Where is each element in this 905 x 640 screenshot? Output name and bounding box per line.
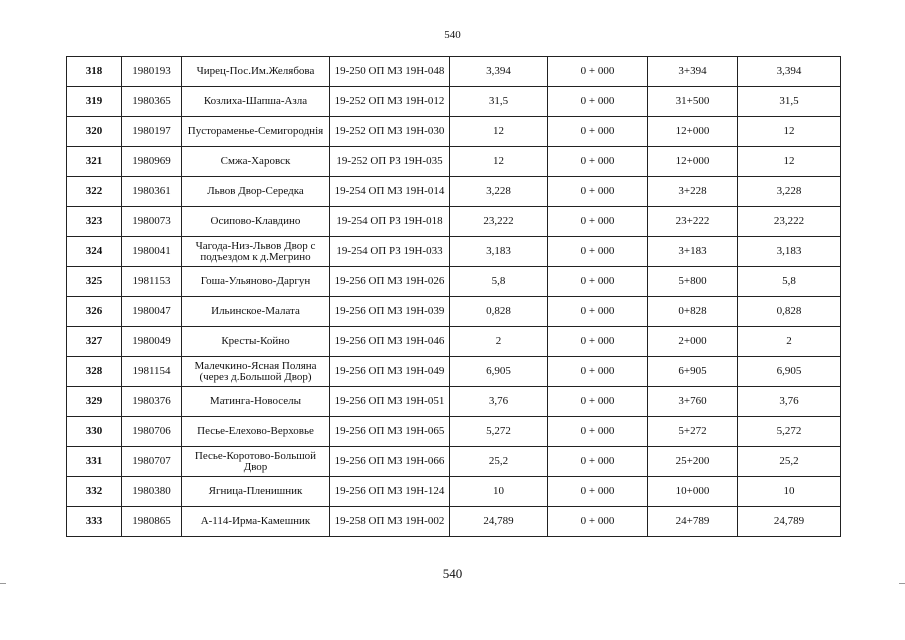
- end-km-cell: 5+800: [648, 267, 738, 297]
- table-row: [67, 87, 841, 117]
- total-length-cell: 3,76: [738, 387, 841, 417]
- road-length-cell: 6,905: [450, 357, 548, 387]
- end-km-cell: 24+789: [648, 507, 738, 537]
- page-number-bottom: 540: [442, 566, 463, 581]
- end-km-cell: 25+200: [648, 447, 738, 477]
- road-id-cell: 1980865: [122, 507, 182, 537]
- table-row: [67, 417, 841, 447]
- road-id-cell: 1980197: [122, 117, 182, 147]
- road-id-cell: 1980380: [122, 477, 182, 507]
- total-length-cell: 12: [738, 117, 841, 147]
- road-code-cell: 19-256 ОП МЗ 19Н-066: [330, 447, 450, 477]
- road-length-cell: 31,5: [450, 87, 548, 117]
- row-number-cell: 325: [67, 267, 122, 297]
- total-length-cell: 23,222: [738, 207, 841, 237]
- total-length-cell: 12: [738, 147, 841, 177]
- road-id-cell: 1981154: [122, 357, 182, 387]
- start-km-cell: 0 + 000: [548, 57, 648, 87]
- row-number-cell: 318: [67, 57, 122, 87]
- table-row: [67, 147, 841, 177]
- road-id-cell: 1980049: [122, 327, 182, 357]
- total-length-cell: 3,183: [738, 237, 841, 267]
- road-name-cell: Ильинское-Малата: [182, 297, 330, 327]
- start-km-cell: 0 + 000: [548, 477, 648, 507]
- road-code-cell: 19-256 ОП МЗ 19Н-065: [330, 417, 450, 447]
- road-length-cell: 5,8: [450, 267, 548, 297]
- row-number-cell: 322: [67, 177, 122, 207]
- road-name-cell: А-114-Ирма-Камешник: [182, 507, 330, 537]
- road-code-cell: 19-256 ОП МЗ 19Н-124: [330, 477, 450, 507]
- road-name-cell: Пустораменье-Семигороднія: [182, 117, 330, 147]
- road-name-cell: Смжа-Харовск: [182, 147, 330, 177]
- table-row: [67, 117, 841, 147]
- road-id-cell: 1980041: [122, 237, 182, 267]
- start-km-cell: 0 + 000: [548, 147, 648, 177]
- right-edge-mark: [899, 583, 905, 584]
- road-id-cell: 1980361: [122, 177, 182, 207]
- total-length-cell: 0,828: [738, 297, 841, 327]
- road-length-cell: 12: [450, 117, 548, 147]
- end-km-cell: 12+000: [648, 117, 738, 147]
- road-length-cell: 0,828: [450, 297, 548, 327]
- road-name-cell: Козлиха-Шапша-Азла: [182, 87, 330, 117]
- road-id-cell: 1980706: [122, 417, 182, 447]
- start-km-cell: 0 + 000: [548, 207, 648, 237]
- page-number-top: 540: [444, 29, 461, 41]
- road-code-cell: 19-252 ОП РЗ 19Н-035: [330, 147, 450, 177]
- road-name-cell: Кресты-Койно: [182, 327, 330, 357]
- left-edge-mark: [0, 583, 6, 584]
- table-row: [67, 447, 841, 477]
- start-km-cell: 0 + 000: [548, 297, 648, 327]
- end-km-cell: 6+905: [648, 357, 738, 387]
- road-code-cell: 19-250 ОП МЗ 19Н-048: [330, 57, 450, 87]
- road-length-cell: 3,76: [450, 387, 548, 417]
- row-number-cell: 327: [67, 327, 122, 357]
- road-length-cell: 3,228: [450, 177, 548, 207]
- road-name-cell: Малечкино-Ясная Поляна (через д.Большой Двор): [182, 357, 330, 387]
- end-km-cell: 3+183: [648, 237, 738, 267]
- road-id-cell: 1980707: [122, 447, 182, 477]
- road-length-cell: 24,789: [450, 507, 548, 537]
- road-length-cell: 5,272: [450, 417, 548, 447]
- table-row: [67, 477, 841, 507]
- road-code-cell: 19-254 ОП РЗ 19Н-018: [330, 207, 450, 237]
- road-id-cell: 1980073: [122, 207, 182, 237]
- total-length-cell: 3,228: [738, 177, 841, 207]
- end-km-cell: 23+222: [648, 207, 738, 237]
- road-code-cell: 19-252 ОП МЗ 19Н-012: [330, 87, 450, 117]
- road-name-cell: Ягница-Пленишник: [182, 477, 330, 507]
- row-number-cell: 321: [67, 147, 122, 177]
- road-name-cell: Песье-Елехово-Верховье: [182, 417, 330, 447]
- end-km-cell: 3+228: [648, 177, 738, 207]
- start-km-cell: 0 + 000: [548, 387, 648, 417]
- end-km-cell: 31+500: [648, 87, 738, 117]
- table-row: [67, 237, 841, 267]
- road-code-cell: 19-256 ОП МЗ 19Н-049: [330, 357, 450, 387]
- roads-table: [66, 56, 841, 537]
- table-row: [67, 507, 841, 537]
- total-length-cell: 31,5: [738, 87, 841, 117]
- table-row: [67, 357, 841, 387]
- start-km-cell: 0 + 000: [548, 417, 648, 447]
- road-name-cell: Осипово-Клавдино: [182, 207, 330, 237]
- total-length-cell: 6,905: [738, 357, 841, 387]
- road-code-cell: 19-258 ОП МЗ 19Н-002: [330, 507, 450, 537]
- start-km-cell: 0 + 000: [548, 267, 648, 297]
- road-name-cell: Чагода-Низ-Львов Двор с подъездом к д.Мегрино: [182, 237, 330, 267]
- start-km-cell: 0 + 000: [548, 327, 648, 357]
- total-length-cell: 24,789: [738, 507, 841, 537]
- row-number-cell: 329: [67, 387, 122, 417]
- row-number-cell: 320: [67, 117, 122, 147]
- table-row: [67, 297, 841, 327]
- total-length-cell: 2: [738, 327, 841, 357]
- road-code-cell: 19-254 ОП МЗ 19Н-014: [330, 177, 450, 207]
- table-row: [67, 387, 841, 417]
- table-row: [67, 207, 841, 237]
- row-number-cell: 330: [67, 417, 122, 447]
- table-row: [67, 267, 841, 297]
- road-id-cell: 1981153: [122, 267, 182, 297]
- end-km-cell: 2+000: [648, 327, 738, 357]
- road-name-cell: Гоша-Ульяново-Даргун: [182, 267, 330, 297]
- start-km-cell: 0 + 000: [548, 237, 648, 267]
- start-km-cell: 0 + 000: [548, 87, 648, 117]
- road-name-cell: Чирец-Пос.Им.Желябова: [182, 57, 330, 87]
- road-code-cell: 19-256 ОП МЗ 19Н-051: [330, 387, 450, 417]
- row-number-cell: 319: [67, 87, 122, 117]
- road-code-cell: 19-252 ОП МЗ 19Н-030: [330, 117, 450, 147]
- road-id-cell: 1980047: [122, 297, 182, 327]
- total-length-cell: 5,8: [738, 267, 841, 297]
- road-id-cell: 1980969: [122, 147, 182, 177]
- end-km-cell: 0+828: [648, 297, 738, 327]
- total-length-cell: 25,2: [738, 447, 841, 477]
- road-code-cell: 19-254 ОП РЗ 19Н-033: [330, 237, 450, 267]
- road-length-cell: 10: [450, 477, 548, 507]
- road-code-cell: 19-256 ОП МЗ 19Н-046: [330, 327, 450, 357]
- start-km-cell: 0 + 000: [548, 507, 648, 537]
- start-km-cell: 0 + 000: [548, 447, 648, 477]
- start-km-cell: 0 + 000: [548, 357, 648, 387]
- row-number-cell: 326: [67, 297, 122, 327]
- start-km-cell: 0 + 000: [548, 117, 648, 147]
- total-length-cell: 10: [738, 477, 841, 507]
- table-body: [67, 57, 841, 537]
- row-number-cell: 332: [67, 477, 122, 507]
- table-row: [67, 57, 841, 87]
- road-code-cell: 19-256 ОП МЗ 19Н-039: [330, 297, 450, 327]
- road-id-cell: 1980376: [122, 387, 182, 417]
- end-km-cell: 5+272: [648, 417, 738, 447]
- end-km-cell: 3+394: [648, 57, 738, 87]
- total-length-cell: 3,394: [738, 57, 841, 87]
- end-km-cell: 3+760: [648, 387, 738, 417]
- road-length-cell: 12: [450, 147, 548, 177]
- road-name-cell: Матинга-Новоселы: [182, 387, 330, 417]
- end-km-cell: 10+000: [648, 477, 738, 507]
- road-id-cell: 1980365: [122, 87, 182, 117]
- end-km-cell: 12+000: [648, 147, 738, 177]
- row-number-cell: 333: [67, 507, 122, 537]
- total-length-cell: 5,272: [738, 417, 841, 447]
- row-number-cell: 328: [67, 357, 122, 387]
- row-number-cell: 323: [67, 207, 122, 237]
- table-row: [67, 327, 841, 357]
- road-length-cell: 23,222: [450, 207, 548, 237]
- road-length-cell: 3,394: [450, 57, 548, 87]
- road-length-cell: 2: [450, 327, 548, 357]
- road-id-cell: 1980193: [122, 57, 182, 87]
- road-code-cell: 19-256 ОП МЗ 19Н-026: [330, 267, 450, 297]
- road-name-cell: Львов Двор-Середка: [182, 177, 330, 207]
- start-km-cell: 0 + 000: [548, 177, 648, 207]
- road-name-cell: Песье-Коротово-Большой Двор: [182, 447, 330, 477]
- road-length-cell: 3,183: [450, 237, 548, 267]
- row-number-cell: 331: [67, 447, 122, 477]
- row-number-cell: 324: [67, 237, 122, 267]
- table-row: [67, 177, 841, 207]
- road-length-cell: 25,2: [450, 447, 548, 477]
